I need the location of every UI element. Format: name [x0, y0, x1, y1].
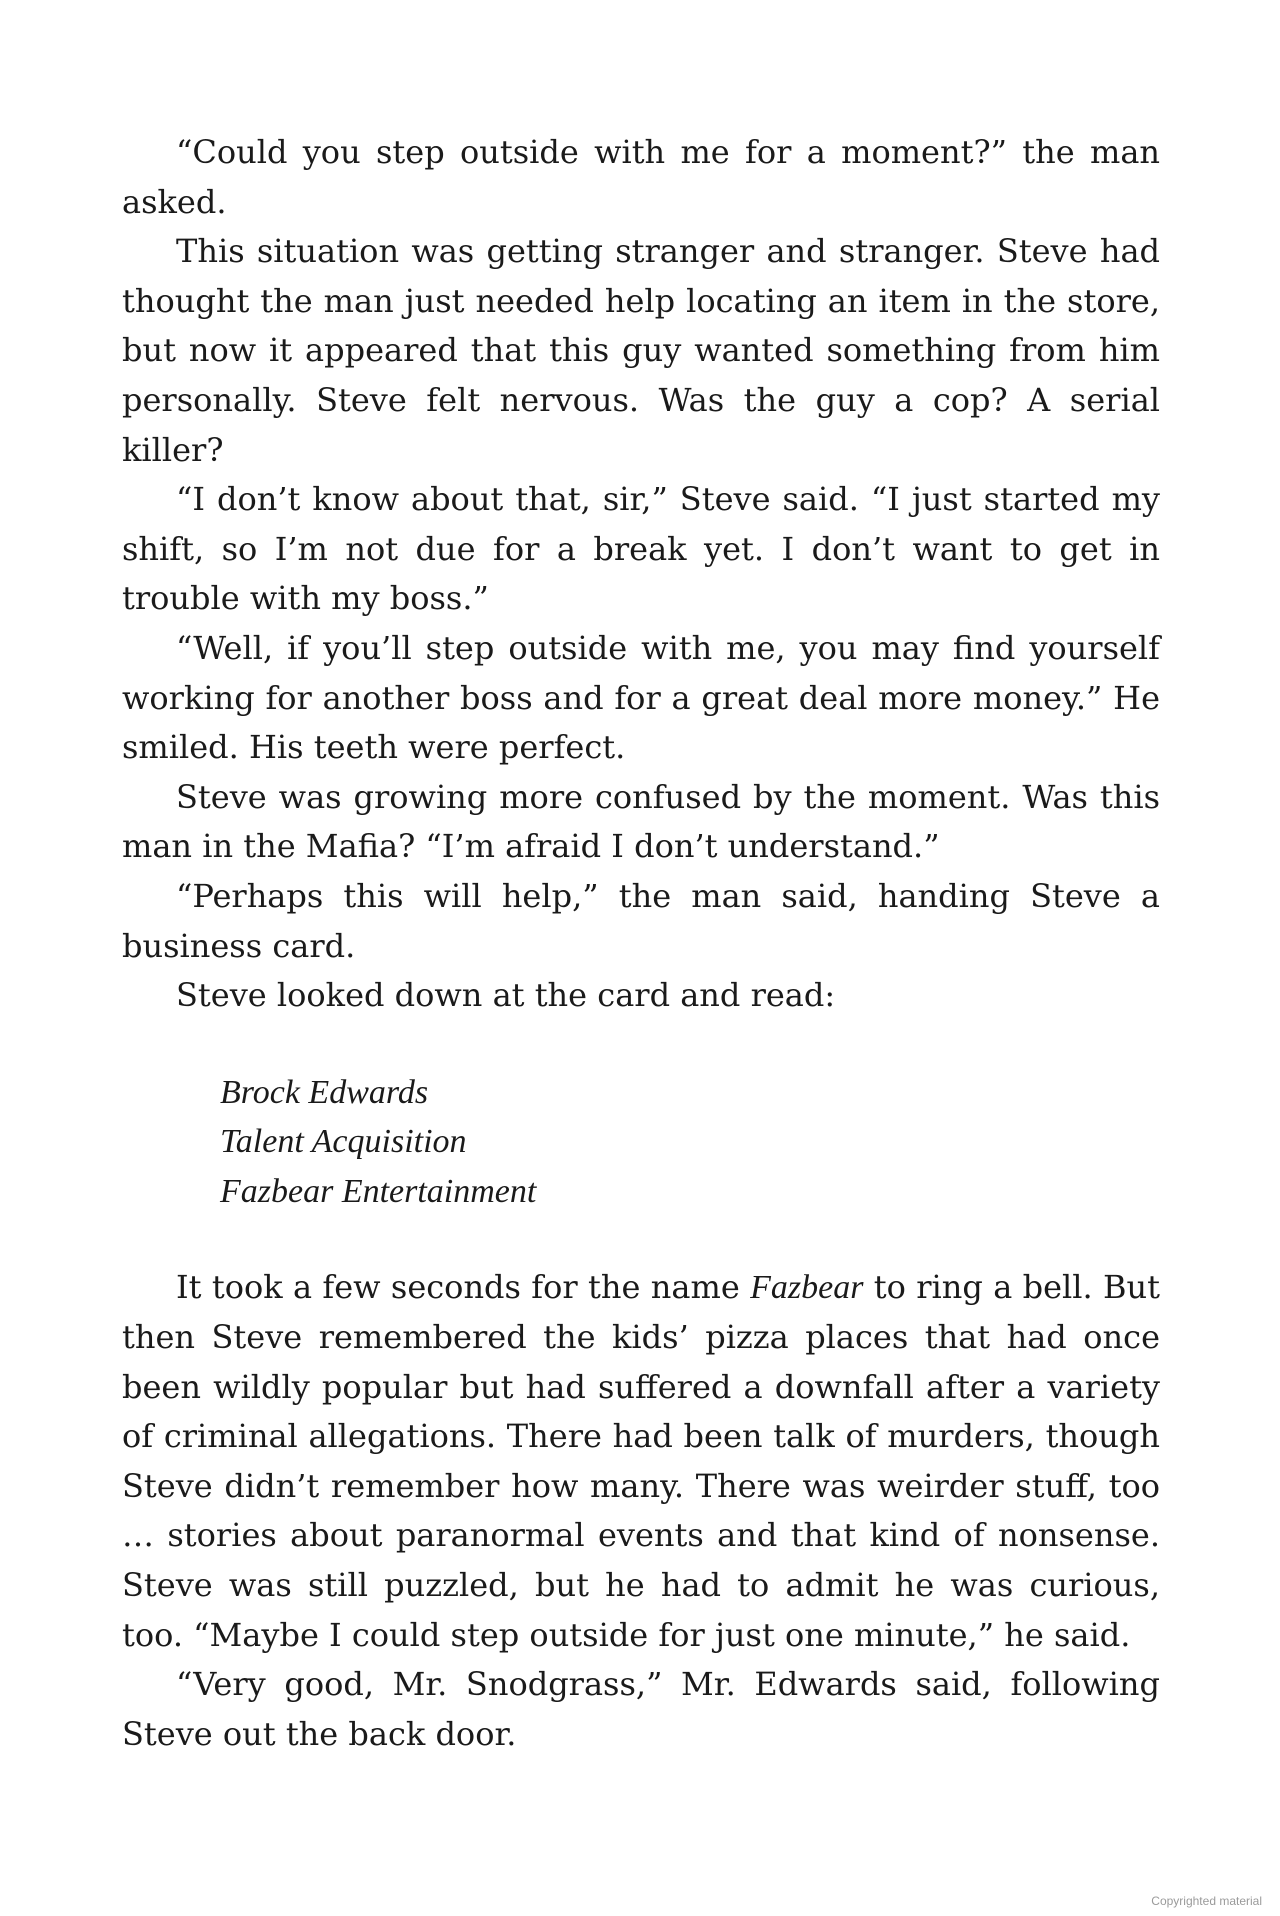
fazbear-emphasis: Fazbear [750, 1269, 864, 1307]
paragraph-business-card-handed: “Perhaps this will help,” the man said, handing Steve a business card. [122, 876, 1160, 965]
card-name: Brock Edwards [220, 1073, 429, 1111]
paragraph-very-good: “Very good, Mr. Snodgrass,” Mr. Edwards said, following Steve out the back door. [122, 1665, 1160, 1753]
card-company: Fazbear Entertainment [220, 1172, 537, 1210]
paragraph-fazbear-start: It took a few seconds for the name [176, 1268, 751, 1307]
copyright-watermark: Copyrighted material [1151, 1894, 1262, 1908]
card-title: Talent Acquisition [220, 1123, 467, 1161]
paragraph-fazbear [122, 1263, 1160, 1660]
business-card-text [220, 1068, 1160, 1217]
paragraph-step-outside: “Could you step outside with me for a moment?” the man asked. [122, 133, 1160, 221]
paragraph-another-boss: “Well, if you’ll step outside with me, you may find yourself working for another boss and for a great deal more money.” He smiled. His teeth were perfect. [122, 628, 1160, 767]
paragraph-situation-stranger: This situation was getting stranger and stranger. Steve had thought the man just needed help locating an item in the store, but now it appeared that this guy wanted something from him personally. Steve felt nervous. Was the guy a cop? A serial killer? [122, 232, 1160, 469]
page-body [122, 128, 1160, 1759]
paragraph-card-read: Steve looked down at the card and read: [176, 976, 836, 1015]
paragraph-fazbear-rest: to ring a bell. But then Steve remembered the kids’ pizza places that had once been wildly popular but had suffered a downfall after a variety of criminal allegations. There had been talk of murders, though Steve didn’t remember how many. There was weirder stuff, too … stories about paranormal events and that kind of nonsense. Steve was still puzzled, but he had to admit he was curious, too. “Maybe I could step outside for just one minute,” he said. [122, 1268, 1161, 1654]
paragraph-confused: Steve was growing more confused by the moment. Was this man in the Mafia? “I’m afraid I don’t understand.” [122, 777, 1160, 866]
paragraph-dont-know: “I don’t know about that, sir,” Steve said. “I just started my shift, so I’m not due for a break yet. I don’t want to get in trouble with my boss.” [122, 480, 1160, 618]
